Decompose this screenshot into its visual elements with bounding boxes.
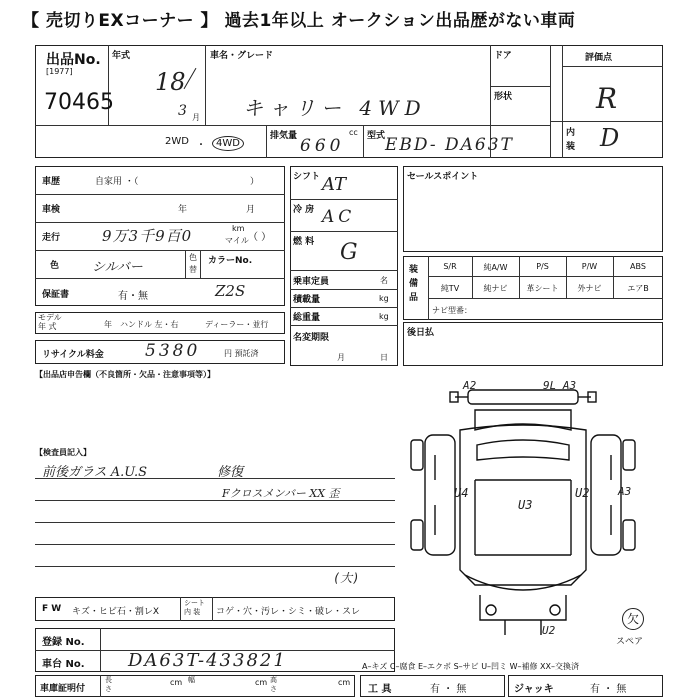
capacity-unit: 名 <box>380 276 388 285</box>
aftermarket-label: 後日払 <box>407 328 435 338</box>
damage-mark-a2: A2 <box>463 379 477 392</box>
interior-label: 内 装 <box>566 128 576 152</box>
model-value: キャリー 4WD <box>243 96 427 120</box>
displacement-value: 660 <box>300 136 345 156</box>
warranty-value: 有・無 <box>118 291 148 302</box>
model-year-dealer: ディーラー・並行 <box>205 320 269 329</box>
warranty-label: 保証書 <box>42 290 70 300</box>
history-label: 車歴 <box>42 177 61 187</box>
ac-label: 冷 房 <box>293 205 315 215</box>
equip-abs: ABS <box>630 262 646 271</box>
year-label: 年式 <box>112 51 131 61</box>
shift-label: シフト <box>293 172 321 182</box>
damage-mark-large: (大) <box>333 571 360 585</box>
damage-mark-u3: U3 <box>518 498 533 512</box>
color-side: 色 替 <box>189 253 197 274</box>
equip-tv: 純TV <box>440 284 460 293</box>
equip-leather: 革シート <box>526 284 559 293</box>
car-damage-diagram <box>405 380 665 645</box>
damage-mark-9l-a3: 9L A3 <box>543 379 577 392</box>
type-label: 型式 <box>367 131 386 141</box>
sales-point-label: セールスポイント <box>407 172 479 182</box>
year-value: 18 <box>155 68 186 96</box>
name-change-label: 名変期限 <box>293 333 330 343</box>
ac-value: AC <box>322 207 356 227</box>
drive-2wd: 2WD <box>165 136 189 147</box>
spare-mark: 欠 <box>622 608 644 630</box>
chassis-value: DA63T-433821 <box>128 650 287 671</box>
score-label: 評価点 <box>585 53 613 63</box>
equip-navi-model: ナビ型番： <box>432 306 472 315</box>
lot-label: 出品No. <box>46 52 101 68</box>
year-month-unit: 月 <box>192 113 200 122</box>
history-close: ） <box>250 177 260 187</box>
equipment-label: 装 備 品 <box>409 265 419 303</box>
inspection-month: 月 <box>246 205 256 215</box>
weight-unit: kg <box>379 312 389 321</box>
fuel-label: 燃 料 <box>293 237 315 247</box>
cert-cm-2: cm <box>255 678 268 687</box>
spare-label: スペア <box>616 637 644 647</box>
header-title: 【 売切りEXコーナー 】 過去1年以上 オークション出品歴がない車両 <box>22 11 576 31</box>
jack-value: 有 ・ 無 <box>590 684 627 695</box>
door-label: ドア <box>494 51 512 61</box>
cert-cm-1: cm <box>170 678 183 687</box>
inspector-note-2: 修復 <box>217 465 244 480</box>
certificate-label: 車庫証明付 <box>40 684 86 694</box>
equip-sr: S/R <box>443 262 457 271</box>
fuel-value: G <box>340 240 358 265</box>
shift-value: AT <box>322 174 347 195</box>
cert-width: 幅 <box>188 676 195 684</box>
equip-ps: P/S <box>536 262 549 271</box>
color-no-label: カラーNo. <box>208 256 253 266</box>
damage-mark-u4: U4 <box>454 486 469 500</box>
damage-mark-u2-rear: U2 <box>542 624 556 637</box>
model-label: 車名・グレード <box>210 51 274 61</box>
score-value: R <box>596 82 618 115</box>
model-year-year: 年 <box>104 320 112 329</box>
seller-declaration: 【出品店申告欄（不良箇所・欠品・注意事項等）】 <box>35 370 215 379</box>
jack-label: ジャッキ <box>514 684 554 695</box>
shape-label: 形状 <box>494 92 513 102</box>
lot-number: 70465 <box>44 90 114 115</box>
equip-navi: 純ナビ <box>483 284 508 293</box>
equip-aw: 純A/W <box>483 263 508 272</box>
color-label: 色 <box>50 261 60 271</box>
warranty-note: Z2S <box>215 282 246 300</box>
inspector-label: 【検査員記入】 <box>35 448 91 457</box>
drive-4wd: 4WD <box>212 136 244 151</box>
name-change-month: 月 <box>337 353 345 362</box>
recycle-unit: 円 預託済 <box>224 349 259 358</box>
fw-seat: シート 内 装 <box>184 599 205 616</box>
model-year-label: モデル 年 式 <box>38 313 62 331</box>
tools-value: 有 ・ 無 <box>430 684 467 695</box>
load-unit: kg <box>379 294 389 303</box>
equip-airbag: エアB <box>627 284 649 293</box>
inspection-year: 年 <box>178 205 188 215</box>
chassis-label: 車台 No. <box>42 659 85 670</box>
fw-text: キズ・ヒビ石・割レX <box>72 607 159 617</box>
history-value: 自家用 ・（ <box>95 177 139 187</box>
damage-mark-u2: U2 <box>575 486 590 500</box>
mileage-km: km <box>232 224 245 233</box>
mileage-value: 9万3千9百0 <box>102 227 193 245</box>
load-label: 積載量 <box>293 295 321 305</box>
registration-label: 登録 No. <box>42 637 85 648</box>
inspection-label: 車検 <box>42 205 61 215</box>
mileage-label: 走行 <box>42 233 61 243</box>
color-value: シルバー <box>92 260 143 275</box>
model-year-handle: ハンドル 左・右 <box>120 320 179 329</box>
inspector-note-1: 前後ガラス A.U.S <box>42 465 148 480</box>
year-month: 3 <box>178 103 187 119</box>
displacement-unit: cc <box>349 128 358 137</box>
damage-legend: A–キズ C–腐食 E–エクボ S–サビ U–凹ミ W–補修 XX–交換済 <box>362 662 580 671</box>
lot-ref: [1977] <box>46 67 73 76</box>
name-change-day: 日 <box>380 353 388 362</box>
displacement-label: 排気量 <box>270 131 298 141</box>
cert-cm-3: cm <box>338 678 351 687</box>
mileage-paren: （ ） <box>248 232 272 243</box>
inspector-note-3: Fクロスメンバー XX 歪 <box>222 487 340 500</box>
cert-height: 高 さ <box>270 676 277 693</box>
weight-label: 総重量 <box>293 313 321 323</box>
equip-pw: P/W <box>581 262 598 271</box>
tools-label: 工 具 <box>368 684 392 695</box>
recycle-label: リサイクル料金 <box>42 350 104 360</box>
fw-label: F W <box>42 604 62 614</box>
recycle-value: 5380 <box>145 341 201 361</box>
interior-value: D <box>600 124 620 152</box>
damage-mark-a3-side: A3 <box>618 485 632 498</box>
drive-dot: ・ <box>196 140 206 151</box>
cert-length: 長 さ <box>105 676 112 693</box>
fw-text2: コゲ・穴・汚レ・シミ・破レ・スレ <box>216 607 361 617</box>
type-value: EBD- DA63T <box>385 135 514 155</box>
equip-ext-navi: 外ナビ <box>577 284 602 293</box>
mileage-mile: マイル <box>225 236 249 245</box>
capacity-label: 乗車定員 <box>293 277 330 287</box>
aftermarket-frame <box>403 322 663 366</box>
